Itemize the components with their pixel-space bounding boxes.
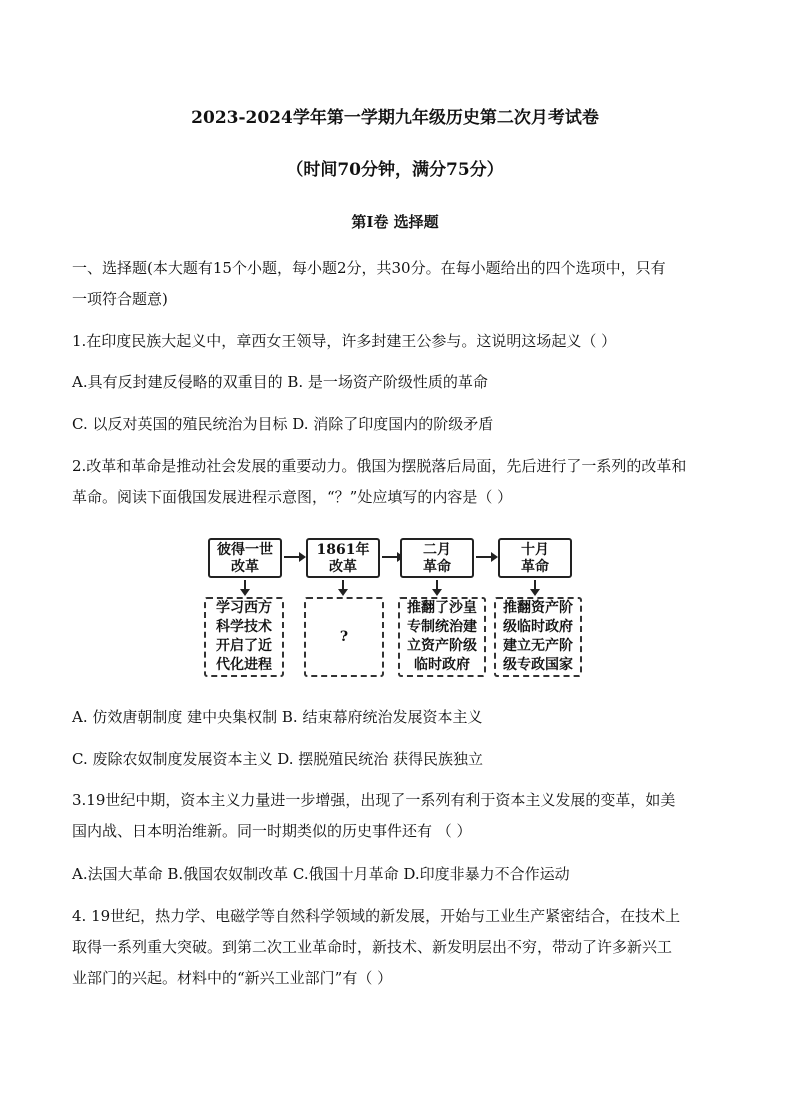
question-1-options-1: A.具有反封建反侵略的双重目的 B. 是一场资产阶级性质的革命 [72,373,488,391]
question-2-options-1: A. 仿效唐朝制度 建中央集权制 B. 结束幕府统治发展资本主义 [72,708,483,726]
arrow-right-icon [284,556,300,558]
diagram-step-3: 二月 革命 [400,538,474,578]
diagram-result-1: 学习西方 科学技术 开启了近 代化进程 [204,597,284,677]
question-3-stem-1: 3.19世纪中期，资本主义力量进一步增强，出现了一系列有利于资本主义发展的变革，如美 [72,791,676,809]
question-1-stem: 1.在印度民族大起义中，章西女王领导，许多封建王公参与。这说明这场起义（ ） [72,332,617,350]
page-title: 2023-2024学年第一学期九年级历史第二次月考试卷 [191,108,599,128]
question-3-stem-2: 国内战、日本明治维新。同一时期类似的历史事件还有 （ ） [72,822,472,840]
question-3-options: A.法国大革命 B.俄国农奴制改革 C.俄国十月革命 D.印度非暴力不合作运动 [72,865,570,883]
instructions-line-2: 一项符合题意) [72,290,168,308]
arrow-down-icon [436,580,438,590]
question-4-stem-3: 业部门的兴起。材料中的“新兴工业部门”有（ ） [72,969,393,987]
question-4-stem-2: 取得一系列重大突破。到第二次工业革命时，新技术、新发明层出不穷，带动了许多新兴工 [72,938,673,956]
question-4-stem-1: 4. 19世纪，热力学、电磁学等自然科学领域的新发展，开始与工业生产紧密结合，在技术上 [72,907,681,925]
diagram-result-2-unknown: ? [304,597,384,677]
instructions-line-1: 一、选择题(本大题有15个小题，每小题2分，共30分。在每小题给出的四个选项中，只有 [72,259,666,277]
question-2-options-2: C. 废除农奴制度发展资本主义 D. 摆脱殖民统治 获得民族独立 [72,750,484,768]
question-2-stem-1: 2.改革和革命是推动社会发展的重要动力。俄国为摆脱落后局面，先后进行了一系列的改革和 [72,457,687,475]
arrow-right-icon [382,556,398,558]
arrow-right-icon [476,556,492,558]
diagram-result-4: 推翻资产阶 级临时政府 建立无产阶 级专政国家 [494,597,582,677]
diagram-step-4: 十月 革命 [498,538,572,578]
russia-development-diagram [208,538,580,678]
question-2-stem-2: 革命。阅读下面俄国发展进程示意图，“？”处应填写的内容是（ ） [72,488,513,506]
diagram-step-2: 1861年 改革 [306,538,380,578]
arrow-down-icon [534,580,536,590]
diagram-step-1: 彼得一世 改革 [208,538,282,578]
arrow-down-icon [244,580,246,590]
question-1-options-2: C. 以反对英国的殖民统治为目标 D. 消除了印度国内的阶级矛盾 [72,415,494,433]
arrow-down-icon [342,580,344,590]
section-title: 第Ⅰ卷 选择题 [351,213,439,231]
diagram-result-3: 推翻了沙皇 专制统治建 立资产阶级 临时政府 [398,597,486,677]
page-subtitle: （时间70分钟，满分75分） [286,160,504,180]
